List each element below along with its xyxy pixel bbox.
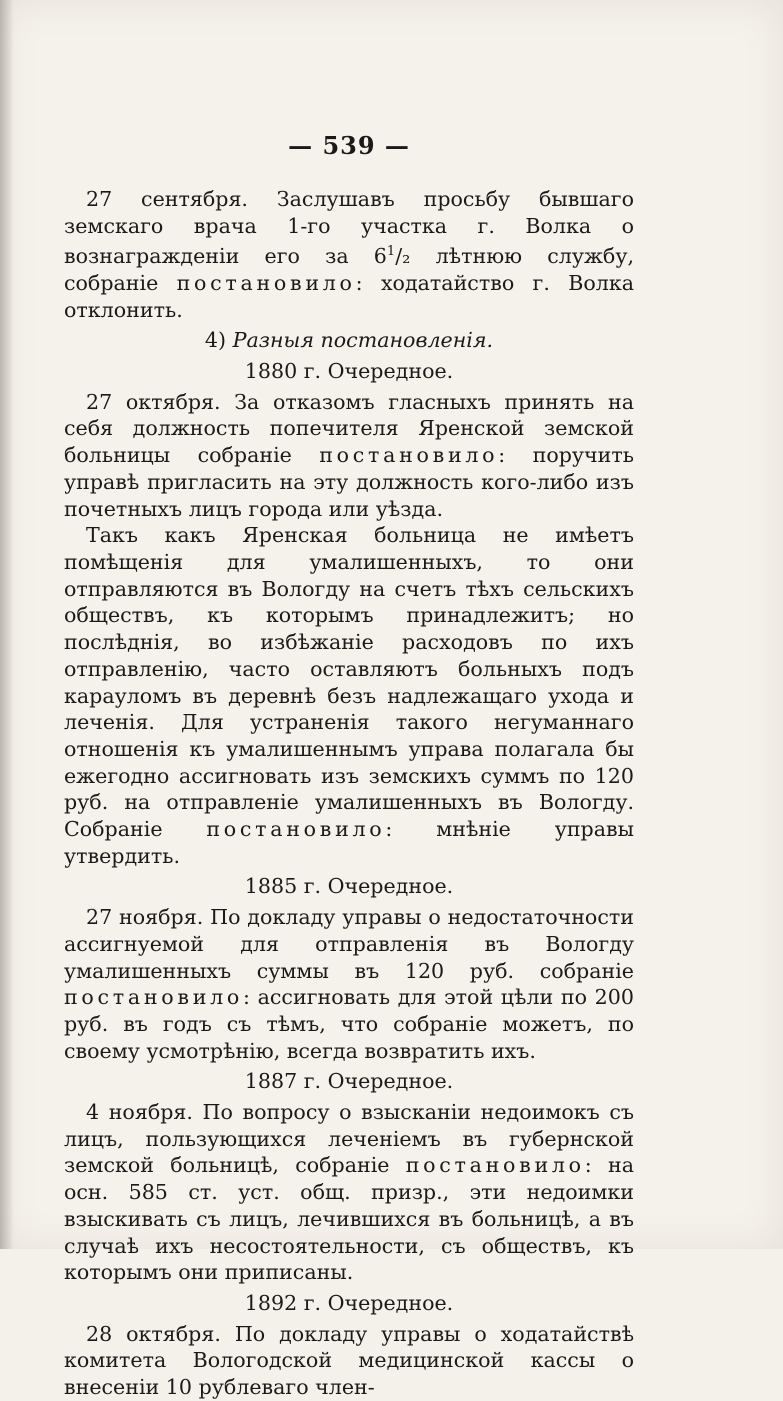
decision-keyword: постановило	[405, 1153, 585, 1178]
paragraph-1892-oct: 28 октября. По докладу управы о ходатайствѣ комитета Вологодской медицинской кассы о внесеніи 10 рублеваго член-	[64, 1321, 634, 1400]
decision-keyword: постановило	[206, 817, 386, 842]
paragraph-insane-transport: Такъ какъ Яренская больница не имѣетъ помѣщенія для умалишенныхъ, то они отправляются въ Вологду на счетъ тѣхъ сельскихъ обществъ, къ которымъ принадлежитъ; но послѣднія, во избѣжаніе расходовъ по ихъ отправленію, часто оставляютъ больныхъ подъ карауломъ въ деревнѣ безъ надлежащаго ухода и леченія. Для устраненія такого негуманнаго отношенія къ умалишеннымъ управа полагала бы ежегодно ассигновать изъ земскихъ суммъ по 120 руб. на отправленіе умалишенныхъ въ Вологду. Собраніе постановило: мнѣніе управы утвердить.	[64, 523, 635, 868]
entry-date: 4 ноября.	[86, 1100, 193, 1125]
page-number: — 539 —	[288, 131, 410, 160]
decision-keyword: постановило	[176, 270, 356, 295]
paragraph-1887-nov: 4 ноября. По вопросу о взысканіи недоимокъ съ лицъ, пользующихся леченіемъ въ губернской земской больницѣ, собраніе постановило: на осн. 585 ст. уст. общ. призр., эти недоимки взыскивать съ лицъ, лечившихся въ больницѣ, а въ случаѣ ихъ несостоятельности, съ обществъ, къ которымъ они приписаны.	[64, 1100, 634, 1285]
entry-date: 27 сентября.	[86, 187, 248, 211]
entry-date: 27 ноября.	[86, 905, 204, 930]
entry-date: 27 октября.	[86, 389, 221, 414]
paragraph-1880-oct: 27 октября. За отказомъ гласныхъ принять на себя должность попечителя Яренской земской больницы собраніе постановило: поручить управѣ пригласить на эту должность кого-либо изъ почетныхъ лицъ города или уѣзда.	[64, 389, 634, 521]
paragraph-1885-nov: 27 ноября. По докладу управы о недостаточности ассигнуемой для отправленія въ Вологду умалишенныхъ суммы въ 120 руб. собраніе постановило: ассигновать для этой цѣли по 200 руб. въ годъ съ тѣмъ, что собраніе можетъ, по своему усмотрѣнію, всегда возвратить ихъ.	[64, 905, 634, 1063]
paragraph-1880-sept: 27 сентября. Заслушавъ просьбу бывшаго земскаго врача 1-го участка г. Волка о вознагражденіи его за $6^1/_2$ лѣтнюю службу, собраніе постановило: ходатайство г. Волка отклонить.	[64, 187, 634, 322]
session-heading-1892: 1892 г. Очередное.	[244, 1290, 454, 1315]
session-heading-1885: 1885 г. Очередное.	[244, 874, 454, 899]
decision-keyword: постановило	[319, 443, 499, 468]
entry-date: 28 октября.	[86, 1321, 221, 1346]
page-text	[64, 126, 634, 1401]
section-heading: 4) Разныя постановленія.	[204, 328, 494, 353]
session-heading-1880: 1880 г. Очередное.	[244, 359, 454, 384]
session-heading-1887: 1887 г. Очередное.	[244, 1069, 454, 1094]
decision-keyword: постановило	[64, 985, 244, 1010]
